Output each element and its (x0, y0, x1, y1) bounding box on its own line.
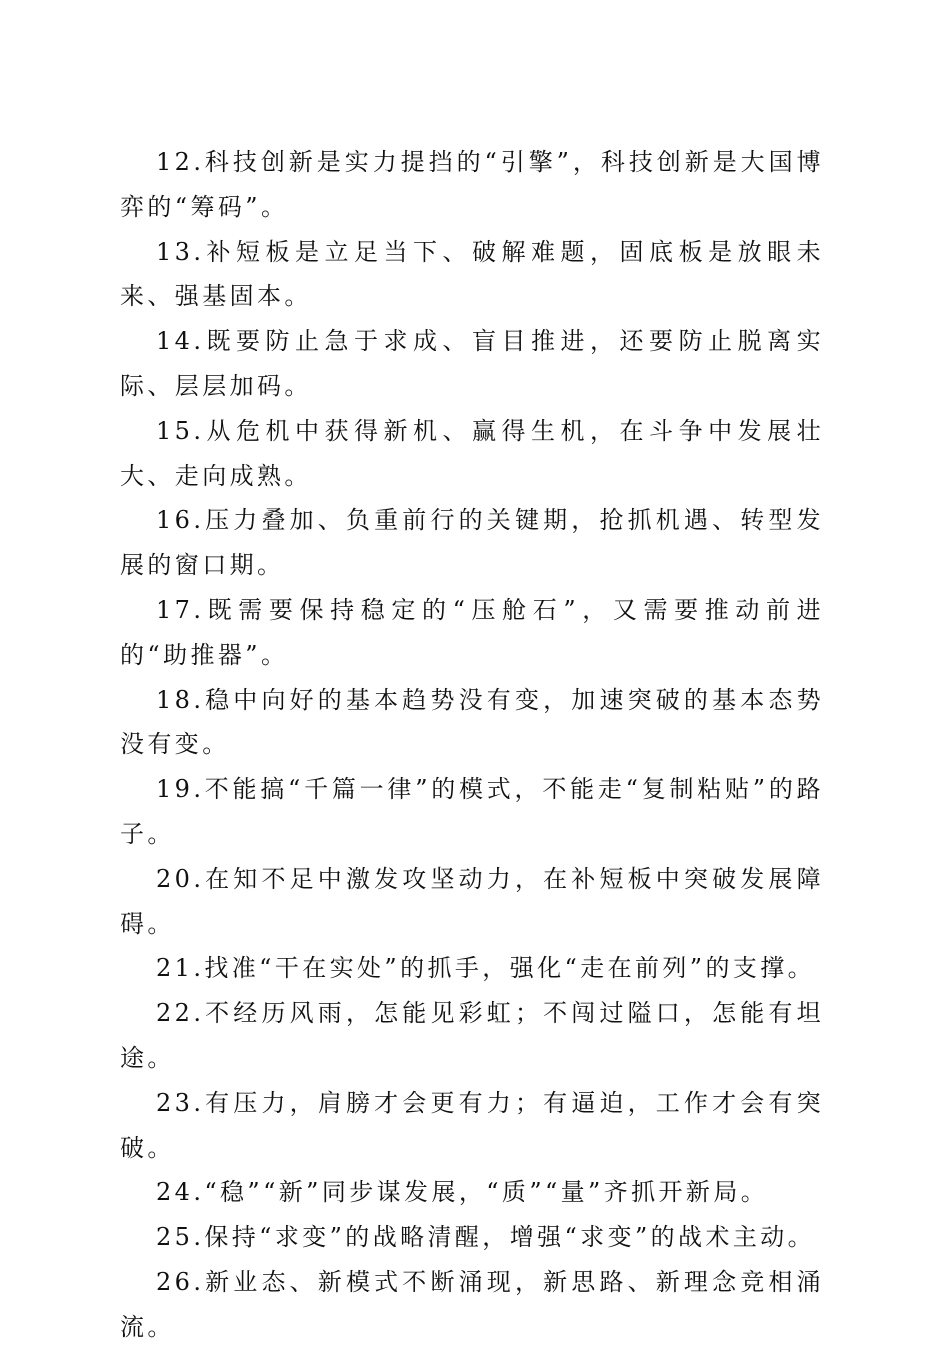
list-item: 22.不经历风雨，怎能见彩虹；不闯过隘口，怎能有坦途。 (120, 999, 824, 1072)
list-item: 16.压力叠加、负重前行的关键期，抢抓机遇、转型发展的窗口期。 (120, 506, 824, 580)
list-item: 19.不能搞“千篇一律”的模式，不能走“复制粘贴”的路子。 (120, 775, 824, 848)
list-item: 18.稳中向好的基本趋势没有变，加速突破的基本态势没有变。 (120, 685, 824, 759)
list-item: 14.既要防止急于求成、盲目推进，还要防止脱离实际、层层加码。 (120, 327, 824, 400)
list-item: 21.找准“干在实处”的抓手，强化“走在前列”的支撑。 (156, 954, 816, 983)
list-item: 23.有压力，肩膀才会更有力；有逼迫，工作才会有突破。 (120, 1088, 824, 1162)
list-item: 13.补短板是立足当下、破解难题，固底板是放眼未来、强基固本。 (120, 237, 824, 311)
list-item: 20.在知不足中激发攻坚动力，在补短板中突破发展障碍。 (120, 864, 824, 938)
document-body (120, 140, 824, 1350)
list-item: 26.新业态、新模式不断涌现，新思路、新理念竞相涌流。 (120, 1267, 824, 1341)
list-item: 25.保持“求变”的战略清醒，增强“求变”的战术主动。 (156, 1223, 816, 1252)
list-item: 17.既需要保持稳定的“压舱石”，又需要推动前进的“助推器”。 (120, 595, 824, 669)
list-item: 15.从危机中获得新机、赢得生机，在斗争中发展壮大、走向成熟。 (120, 416, 824, 490)
list-item: 24.“稳”“新”同步谋发展，“质”“量”齐抓开新局。 (156, 1178, 769, 1207)
list-item: 12.科技创新是实力提挡的“引擎”，科技创新是大国博弈的“筹码”。 (120, 148, 824, 221)
